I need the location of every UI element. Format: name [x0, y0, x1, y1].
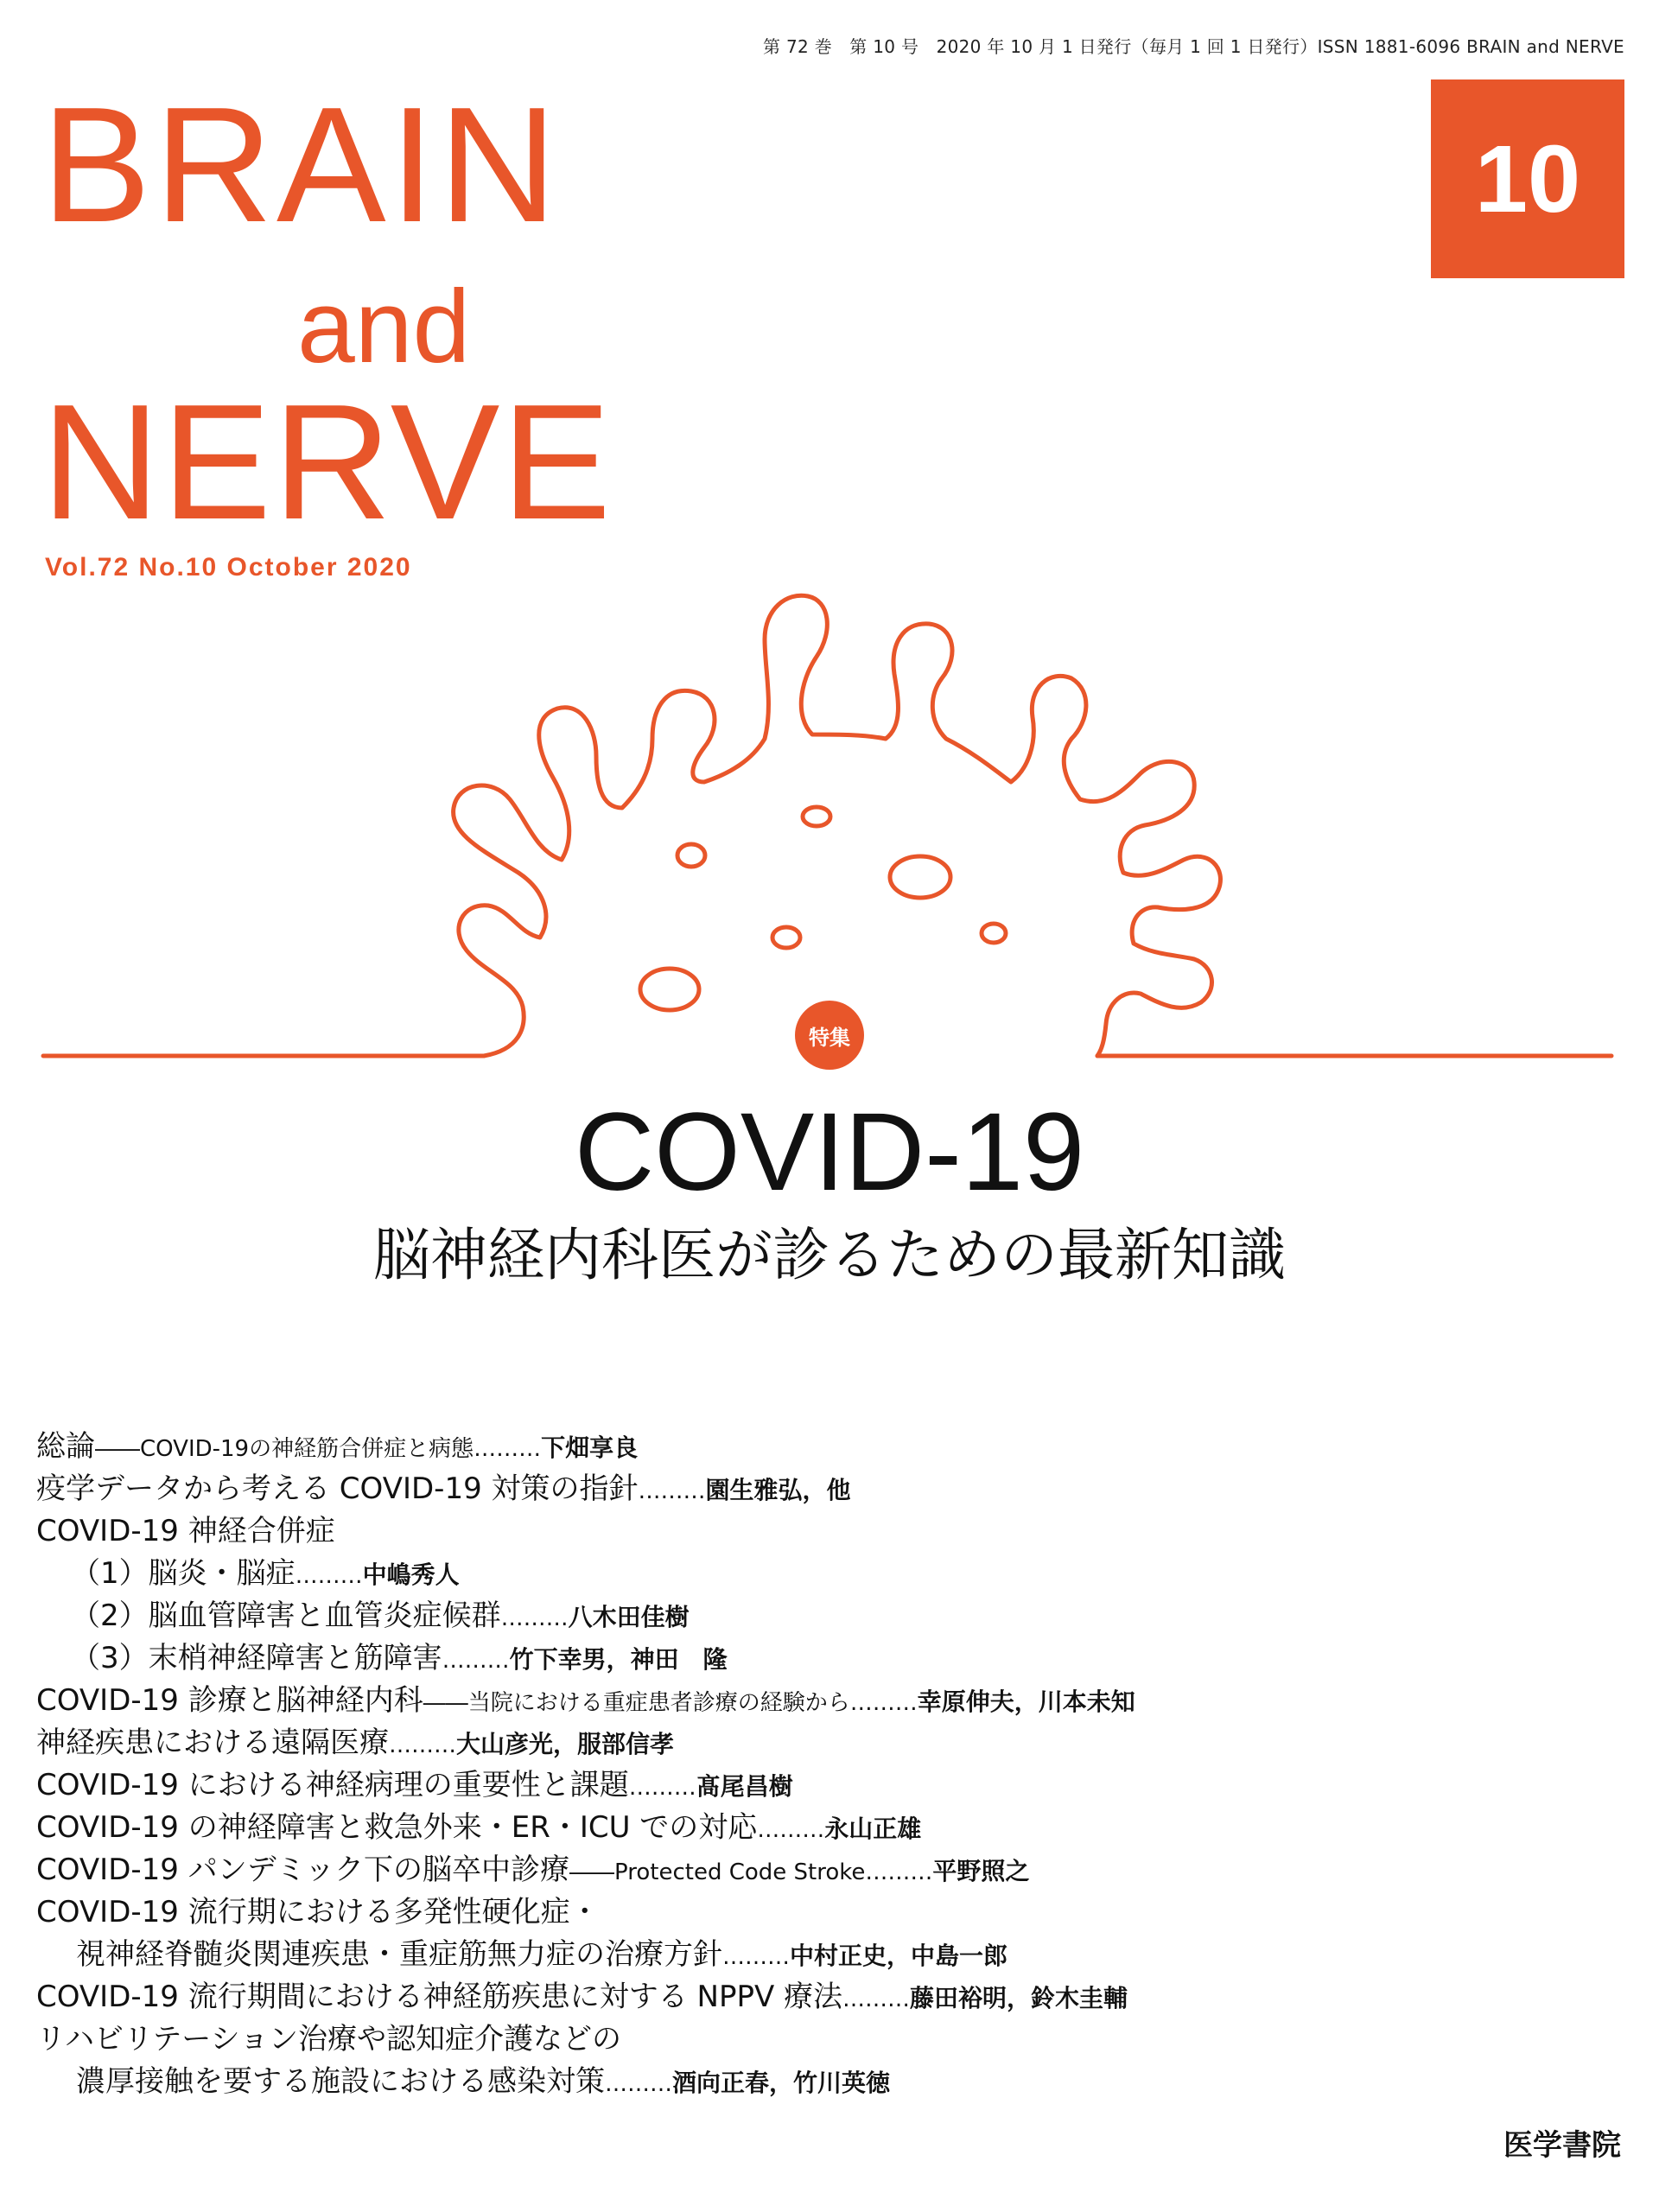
issue-number: 10 [1474, 125, 1581, 232]
toc-dots: ……… [500, 1605, 569, 1631]
toc-dots: ……… [605, 2071, 672, 2097]
toc-item [36, 1426, 1626, 1468]
toc-author: 八木田佳樹 [568, 1603, 690, 1631]
volume-line: Vol.72 No.10 October 2020 [45, 553, 412, 582]
masthead-nerve: NERVE [41, 371, 613, 554]
toc-dots: ……… [389, 1732, 456, 1758]
toc-item [36, 1722, 1626, 1764]
virus-spot [803, 807, 830, 826]
toc-main: COVID-19 流行期間における神経筋疾患に対する NPPV 療法 [36, 1980, 843, 2014]
virus-spot [772, 927, 800, 948]
toc-dots: ……… [474, 1436, 542, 1462]
toc-dots: ……… [442, 1648, 510, 1674]
issn-line: 第 72 巻 第 10 号 2020 年 10 月 1 日発行（毎月 1 回 1 日発行）ISSN 1881-6096 BRAIN and NERVE [763, 36, 1624, 57]
toc-main: 神経疾患における遠隔医療 [36, 1726, 389, 1760]
toc-item [36, 1595, 1626, 1637]
toc-main: （2）脳血管障害と血管炎症候群 [71, 1599, 501, 1633]
feature-title: COVID-19 [574, 1090, 1085, 1214]
toc-author: 幸原伸夫，川本未知 [917, 1688, 1135, 1716]
toc-dots: ……… [865, 1859, 933, 1885]
toc-main: 疫学データから考える COVID-19 対策の指針 [36, 1471, 639, 1506]
toc-item [36, 1891, 1626, 1934]
toc-author: 永山正雄 [824, 1815, 922, 1843]
toc-author: 髙尾昌樹 [696, 1772, 793, 1801]
toc-dots: ……… [295, 1563, 363, 1589]
toc-main: COVID-19 における神経病理の重要性と課題 [36, 1768, 629, 1802]
toc-main: 総論 [36, 1429, 95, 1464]
toc-sep: ―― [569, 1859, 615, 1885]
toc-item [36, 1637, 1626, 1680]
toc-sub: Protected Code Stroke [614, 1859, 866, 1885]
toc-item [36, 2018, 1626, 2061]
toc-author: 下畑享良 [541, 1433, 639, 1462]
virus-spot [640, 969, 699, 1010]
toc-author: 園生雅弘，他 [705, 1476, 851, 1504]
virus-spot [677, 844, 705, 867]
toc-sub: 当院における重症患者診療の経験から [467, 1690, 850, 1716]
toc-author: 酒向正春，竹川英徳 [672, 2069, 891, 2097]
virus-spot [890, 856, 950, 898]
toc-author: 中嶋秀人 [362, 1560, 460, 1589]
table-of-contents [36, 1426, 1626, 2103]
toc-dots: ……… [638, 1478, 706, 1504]
toc-item [36, 1807, 1626, 1849]
virus-spot [982, 924, 1006, 943]
toc-item [36, 1468, 1626, 1510]
publisher-logo: 医学書院 [1503, 2128, 1621, 2163]
toc-main: COVID-19 パンデミック下の脳卒中診療 [36, 1853, 570, 1887]
toc-main: リハビリテーション治療や認知症介護などの [36, 2022, 621, 2056]
issue-number-box [1431, 79, 1624, 278]
toc-item [36, 1680, 1626, 1722]
feature-subtitle: 脳神経内科医が診るための最新知識 [373, 1222, 1286, 1288]
toc-main: 濃厚接触を要する施設における感染対策 [76, 2064, 605, 2099]
feature-badge [795, 1001, 864, 1070]
masthead-brain: BRAIN [41, 73, 561, 257]
toc-sep: ―― [95, 1436, 140, 1462]
toc-dots: ……… [722, 1944, 790, 1970]
toc-item [36, 1510, 1626, 1553]
toc-dots: ……… [842, 1986, 911, 2012]
toc-main: COVID-19 神経合併症 [36, 1514, 335, 1548]
toc-sub: COVID-19の神経筋合併症と病態 [140, 1436, 474, 1462]
toc-dots: ……… [757, 1817, 825, 1843]
toc-item [36, 2061, 1626, 2103]
toc-main: COVID-19 流行期における多発性硬化症・ [36, 1895, 600, 1929]
toc-item [36, 1976, 1626, 2018]
toc-author: 平野照之 [932, 1857, 1030, 1885]
toc-author: 中村正史，中島一郎 [790, 1942, 1008, 1970]
toc-item [36, 1553, 1626, 1595]
toc-main: COVID-19 診療と脳神経内科 [36, 1683, 423, 1718]
toc-dots: ……… [849, 1690, 918, 1716]
toc-sep: ―― [423, 1690, 468, 1716]
toc-main: 視神経脊髄炎関連疾患・重症筋無力症の治療方針 [76, 1937, 722, 1972]
toc-author: 竹下幸男，神田 隆 [509, 1645, 728, 1674]
toc-item [36, 1849, 1626, 1891]
toc-item [36, 1934, 1626, 1976]
toc-item [36, 1764, 1626, 1807]
feature-badge-label: 特集 [809, 1025, 850, 1050]
toc-author: 藤田裕明，鈴木圭輔 [910, 1984, 1128, 2012]
virus-outline [454, 595, 1221, 1056]
toc-main: COVID-19 の神経障害と救急外来・ER・ICU での対応 [36, 1810, 758, 1845]
toc-author: 大山彦光，服部信孝 [456, 1730, 675, 1758]
masthead-and: and [297, 269, 471, 385]
toc-dots: ……… [628, 1775, 696, 1801]
toc-main: （1）脳炎・脳症 [71, 1556, 296, 1591]
toc-main: （3）末梢神経障害と筋障害 [71, 1641, 442, 1675]
